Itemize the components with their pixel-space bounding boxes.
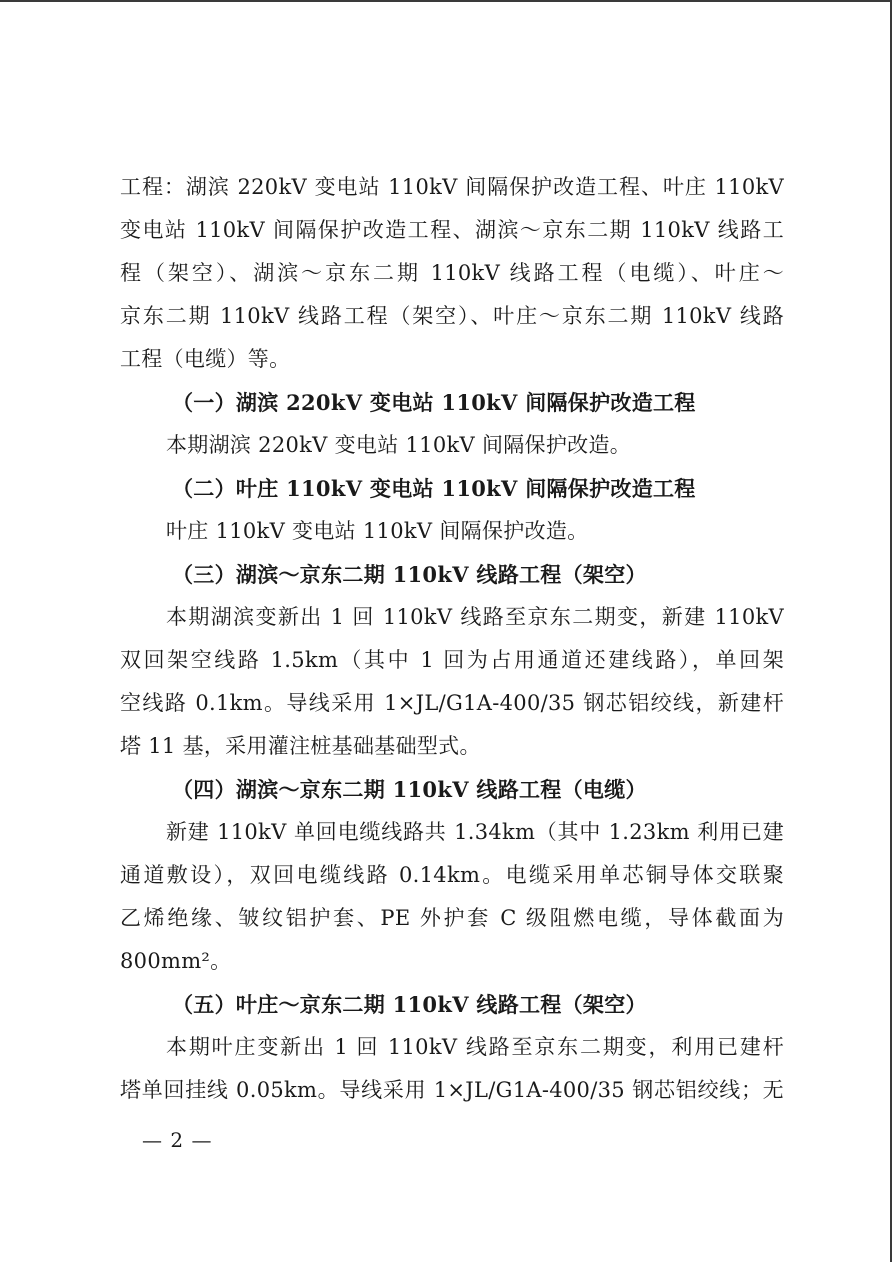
intro-paragraph — [120, 166, 784, 381]
text-line: 本期湖滨变新出 1 回 110kV 线路至京东二期变，新建 110kV — [166, 605, 784, 629]
text-line: 本期叶庄变新出 1 回 110kV 线路至京东二期变，利用已建杆 — [166, 1035, 784, 1059]
section-heading-1: （一）湖滨 220kV 变电站 110kV 间隔保护改造工程 — [172, 390, 696, 415]
text-line: 京东二期 110kV 线路工程（架空）、叶庄～京东二期 110kV 线路 — [120, 304, 784, 328]
section-body-3 — [120, 596, 784, 768]
page-number: — 2 — — [142, 1128, 213, 1152]
section-heading-2: （二）叶庄 110kV 变电站 110kV 间隔保护改造工程 — [172, 476, 696, 501]
text-line: 塔 11 基，采用灌注桩基础基础型式。 — [120, 734, 481, 758]
section-heading-3: （三）湖滨～京东二期 110kV 线路工程（架空） — [172, 562, 647, 587]
text-line: 新建 110kV 单回电缆线路共 1.34km（其中 1.23km 利用已建 — [166, 820, 784, 844]
text-line: 通道敷设），双回电缆线路 0.14km。电缆采用单芯铜导体交联聚 — [120, 863, 784, 887]
section-body-5 — [120, 1026, 784, 1112]
section-heading-4: （四）湖滨～京东二期 110kV 线路工程（电缆） — [172, 777, 647, 802]
text-line: 塔单回挂线 0.05km。导线采用 1×JL/G1A-400/35 钢芯铝绞线；无 — [120, 1078, 784, 1102]
text-line: 工程：湖滨 220kV 变电站 110kV 间隔保护改造工程、叶庄 110kV — [120, 175, 784, 199]
text-line: 变电站 110kV 间隔保护改造工程、湖滨～京东二期 110kV 线路工 — [120, 218, 784, 242]
text-line: 工程（电缆）等。 — [120, 347, 291, 371]
text-line: 800mm²。 — [120, 949, 232, 973]
section-body-1: 本期湖滨 220kV 变电站 110kV 间隔保护改造。 — [166, 433, 632, 457]
text-line: 空线路 0.1km。导线采用 1×JL/G1A-400/35 钢芯铝绞线，新建杆 — [120, 691, 784, 715]
section-body-2: 叶庄 110kV 变电站 110kV 间隔保护改造。 — [166, 519, 589, 543]
text-line: 程（架空）、湖滨～京东二期 110kV 线路工程（电缆）、叶庄～ — [120, 261, 784, 285]
text-line: 双回架空线路 1.5km（其中 1 回为占用通道还建线路），单回架 — [120, 648, 784, 672]
section-heading-5: （五）叶庄～京东二期 110kV 线路工程（架空） — [172, 992, 647, 1017]
section-body-4 — [120, 811, 784, 983]
page-border-top — [0, 0, 892, 2]
document-body — [120, 166, 784, 1112]
text-line: 乙烯绝缘、皱纹铝护套、PE 外护套 C 级阻燃电缆，导体截面为 — [120, 906, 784, 930]
